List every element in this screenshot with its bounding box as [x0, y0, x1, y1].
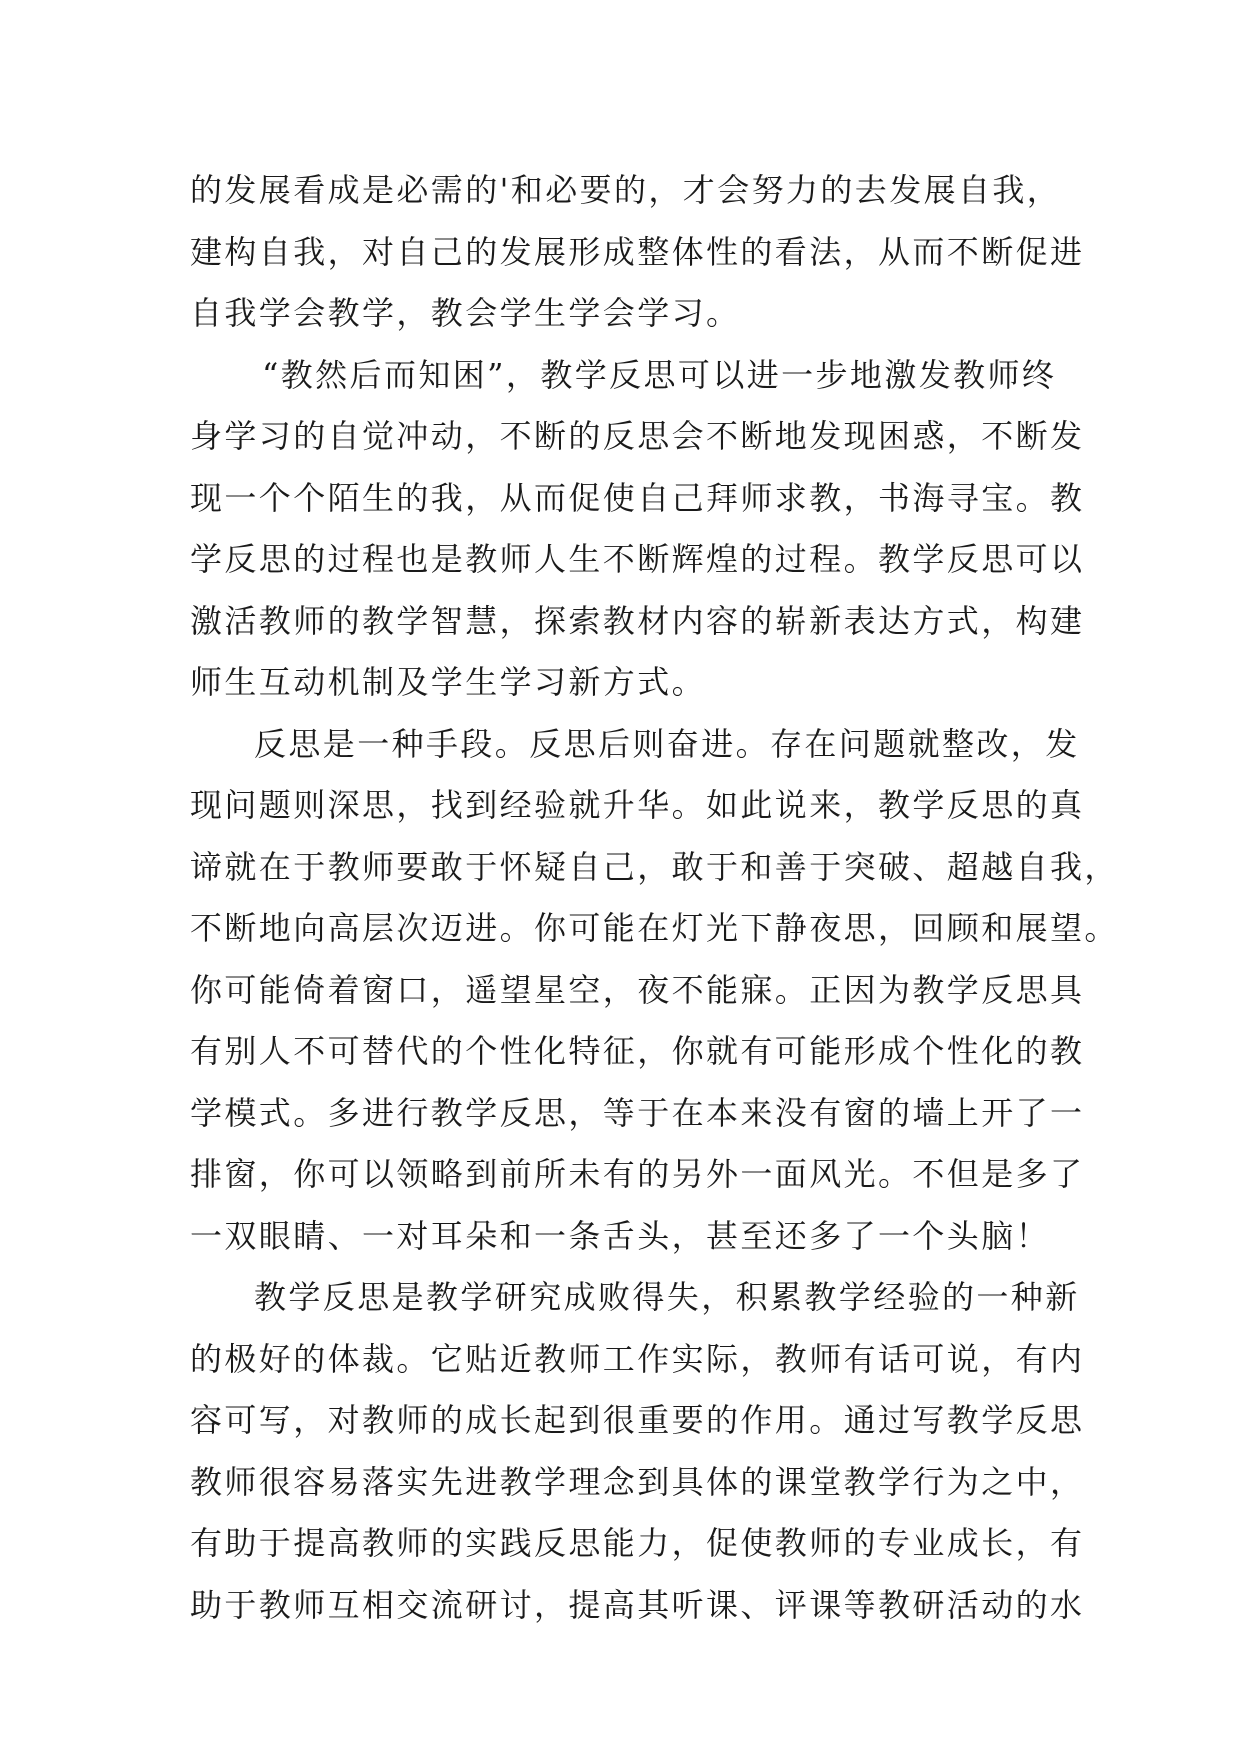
- text-line: 现问题则深思，找到经验就升华。如此说来，教学反思的真: [190, 786, 1085, 824]
- text-line: 助于教师互相交流研讨，提高其听课、评课等教研活动的水: [190, 1585, 1085, 1624]
- text-line: 激活教师的教学智慧，探索教材内容的崭新表达方式，构建: [190, 601, 1085, 640]
- text-line: 反思是一种手段。反思后则奋进。存在问题就整改，发: [254, 724, 1080, 763]
- text-line: 一双眼睛、一对耳朵和一条舌头，甚至还多了一个头脑！: [190, 1216, 1051, 1255]
- text-line: 学模式。多进行教学反思，等于在本来没有窗的墙上开了一: [190, 1093, 1085, 1132]
- text-line: 谛就在于教师要敢于怀疑自己，敢于和善于突破、超越自我，: [190, 847, 1119, 886]
- document-body: [190, 160, 1119, 1636]
- text-line: 的极好的体裁。它贴近教师工作实际，教师有话可说，有内: [190, 1339, 1085, 1378]
- text-line: 你可能倚着窗口，遥望星空，夜不能寐。正因为教学反思具: [190, 970, 1085, 1009]
- text-line: 的发展看成是必需的'和必要的，才会努力的去发展自我，: [190, 171, 1062, 209]
- text-line: 师生互动机制及学生学习新方式。: [190, 663, 707, 701]
- text-line: 容可写，对教师的成长起到很重要的作用。通过写教学反思: [190, 1401, 1085, 1439]
- text-line: 自我学会教学，教会学生学会学习。: [190, 294, 741, 332]
- text-line: 不断地向高层次迈进。你可能在灯光下静夜思，回顾和展望。: [190, 909, 1119, 947]
- text-line: 有助于提高教师的实践反思能力，促使教师的专业成长，有: [190, 1524, 1085, 1562]
- text-line: 现一个个陌生的我，从而促使自己拜师求教，书海寻宝。教: [190, 478, 1085, 517]
- text-line: 身学习的自觉冲动，不断的反思会不断地发现困惑，不断发: [190, 417, 1085, 455]
- paragraph: [190, 160, 1085, 345]
- text-line: 建构自我，对自己的发展形成整体性的看法，从而不断促进: [190, 232, 1085, 271]
- text-line: 有别人不可替代的个性化特征，你就有可能形成个性化的教: [190, 1032, 1085, 1070]
- paragraph: [190, 345, 1085, 714]
- text-line: 学反思的过程也是教师人生不断辉煌的过程。教学反思可以: [190, 540, 1085, 578]
- text-line: 教学反思是教学研究成败得失，积累教学经验的一种新: [254, 1278, 1080, 1316]
- paragraph: [190, 714, 1119, 1268]
- text-line: “教然后而知困”，教学反思可以进一步地激发教师终: [262, 355, 1057, 394]
- paragraph: [190, 1267, 1085, 1636]
- text-line: 排窗，你可以领略到前所未有的另外一面风光。不但是多了: [190, 1155, 1085, 1193]
- text-line: 教师很容易落实先进教学理念到具体的课堂教学行为之中，: [190, 1462, 1085, 1501]
